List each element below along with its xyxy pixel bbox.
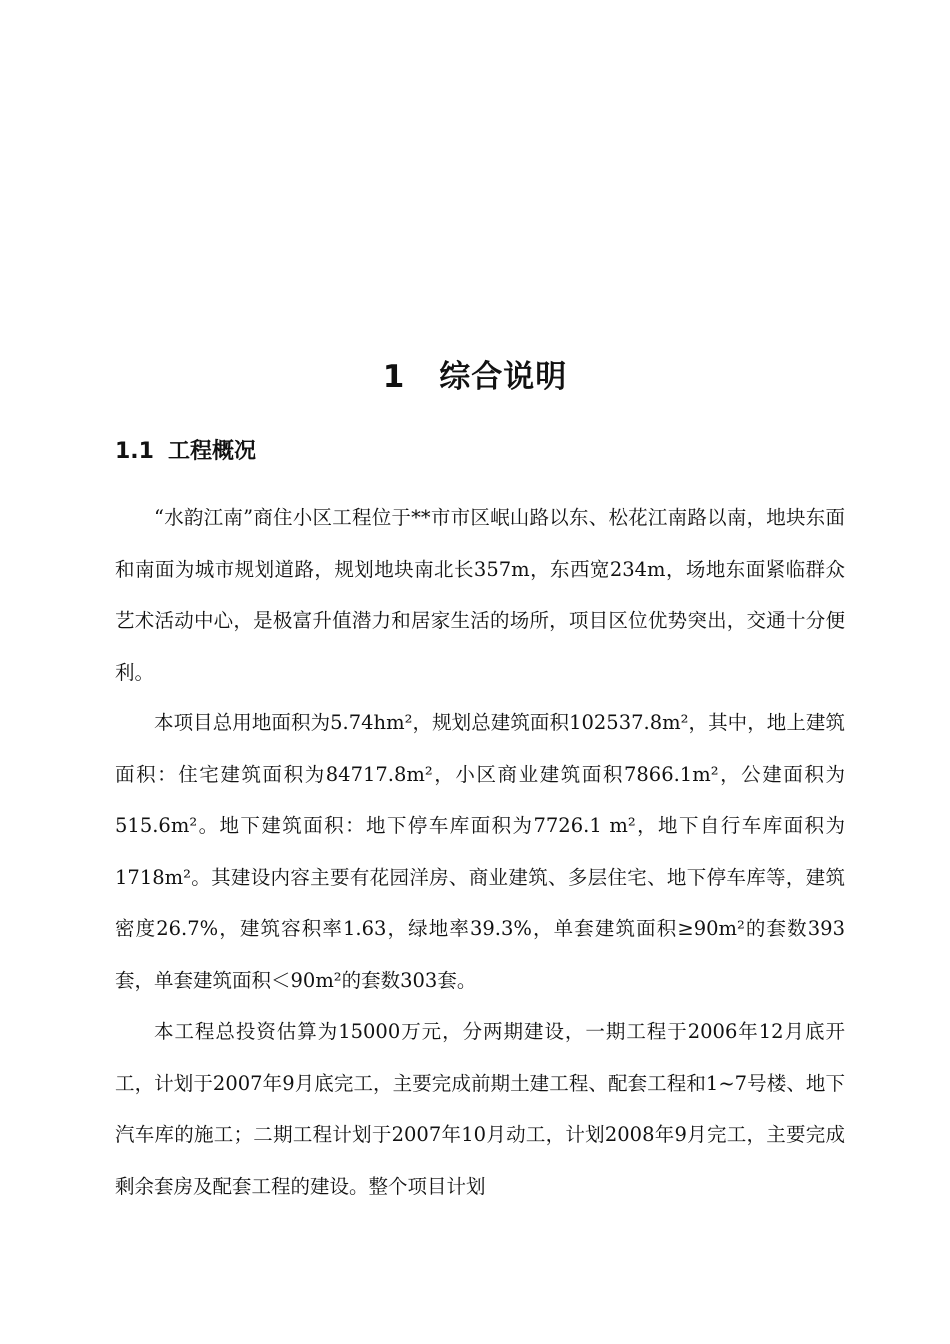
section-heading bbox=[115, 435, 256, 469]
section-title-text: 工程概况 bbox=[167, 439, 256, 464]
body-paragraph-3: 本工程总投资估算为15000万元，分两期建设，一期工程于2006年12月底开工，计划于2007年9月底完工，主要完成前期土建工程、配套工程和1~7号楼、地下汽车库的施工；二期工程计划于2007年10月动工，计划2008年9月完工，主要完成剩余套房及配套工程的建设。整个项目计划 bbox=[115, 1020, 845, 1198]
chapter-title-text: 综合说明 bbox=[439, 359, 568, 395]
section-number: 1.1 bbox=[115, 439, 154, 464]
body-paragraph-2: 本项目总用地面积为5.74hm²，规划总建筑面积102537.8m²，其中，地上建筑面积：住宅建筑面积为84717.8m²，小区商业建筑面积7866.1m²，公建面积为515.6m²。地下建筑面积：地下停车库面积为7726.1 m²，地下自行车库面积为1718m²。其建设内容主要有花园洋房、商业建筑、多层住宅、地下停车库等，建筑密度26.7%，建筑容积率1.63，绿地率39.3%，单套建筑面积≥90m²的套数393套，单套建筑面积＜90m²的套数303套。 bbox=[115, 711, 845, 992]
chapter-heading bbox=[0, 355, 950, 399]
body-paragraph-1: “水韵江南”商住小区工程位于**市市区岷山路以东、松花江南路以南，地块东面和南面为城市规划道路，规划地块南北长357m，东西宽234m，场地东面紧临群众艺术活动中心，是极富升值潜力和居家生活的场所，项目区位优势突出，交通十分便利。 bbox=[115, 506, 845, 684]
chapter-number: 1 bbox=[382, 359, 406, 395]
